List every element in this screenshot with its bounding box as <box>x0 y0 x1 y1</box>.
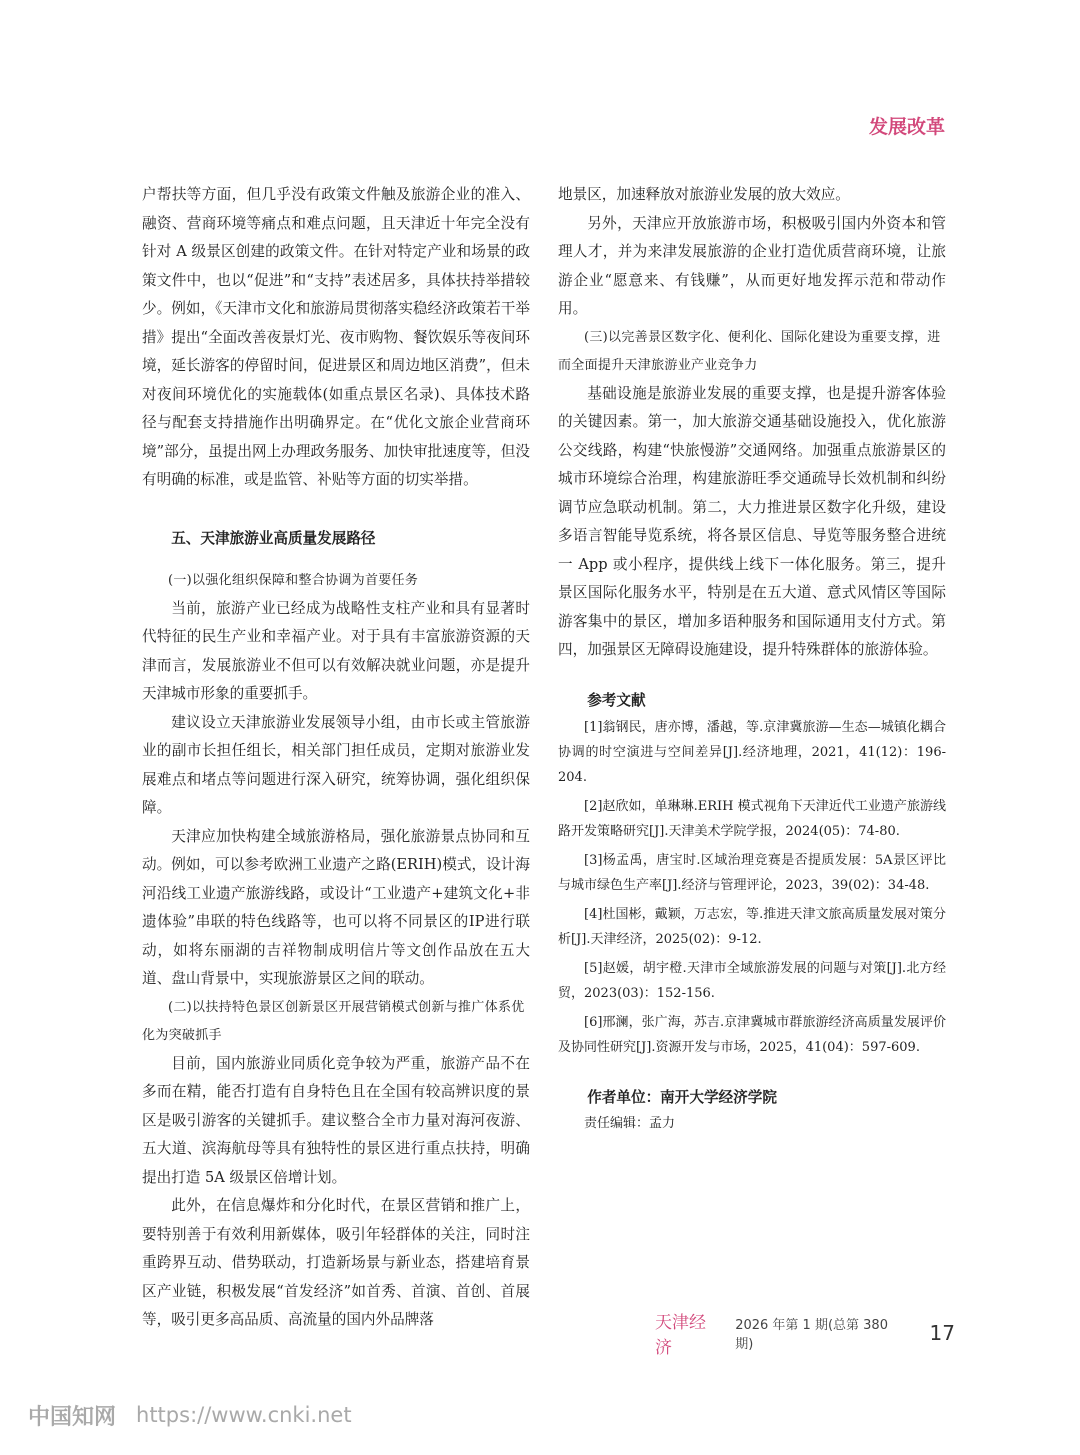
subsection-heading: (二)以扶持特色景区创新景区开展营销模式创新与推广体系优化为突破抓手 <box>142 999 525 1043</box>
section-heading: 五、天津旅游业高质量发展路径 <box>171 529 376 547</box>
section-tag: 发展改革 <box>868 116 945 138</box>
reference-item: [6]邢澜，张广海，苏吉.京津冀城市群旅游经济高质量发展评价及协同性研究[J].资源开发与市场，2025，41(04)：597-609. <box>558 1014 946 1055</box>
left-column <box>142 181 530 1335</box>
reference-item: [5]赵媛，胡宇橙.天津市全域旅游发展的问题与对策[J].北方经贸，2023(03)：152-156. <box>558 960 946 1001</box>
subsection-heading: (一)以强化组织保障和整合协调为首要任务 <box>168 572 419 588</box>
paragraph: 当前，旅游产业已经成为战略性支柱产业和具有显著时代特征的民生产业和幸福产业。对于具有丰富旅游资源的天津而言，发展旅游业不但可以有效解决就业问题，亦是提升天津城市形象的重要抓手。 <box>142 599 530 702</box>
reference-item: [4]杜国彬，戴颖，万志宏，等.推进天津文旅高质量发展对策分析[J].天津经济，2025(02)：9-12. <box>558 906 946 947</box>
responsible-editor: 责任编辑：孟力 <box>584 1115 676 1131</box>
paragraph: 地景区，加速释放对旅游业发展的放大效应。 <box>558 186 850 203</box>
issue-info: 2026 年第 1 期(总第 380 期) <box>735 1318 888 1352</box>
page-number: 17 <box>929 1321 955 1345</box>
right-column <box>558 181 946 1136</box>
cnki-logo: 中国知网 <box>28 1404 117 1430</box>
paragraph: 另外，天津应开放旅游市场，积极吸引国内外资本和管理人才，并为来津发展旅游的企业打造优质营商环境，让旅游企业“愿意来、有钱赚”，从而更好地发挥示范和带动作用。 <box>558 214 946 317</box>
author-unit: 作者单位：南开大学经济学院 <box>587 1088 777 1106</box>
journal-name: 天津经济 <box>655 1313 706 1358</box>
paragraph: 天津应加快构建全域旅游格局，强化旅游景点协同和互动。例如，可以参考欧洲工业遗产之路(ERIH)模式，设计海河沿线工业遗产旅游线路，或设计“工业遗产+建筑文化+非遗体验”串联的特色线路等，也可以将不同景区的IP进行联动，如将东丽湖的吉祥物制成明信片等文创作品放在五大道、盘山背景中，实现旅游景区之间的联动。 <box>142 827 530 987</box>
reference-item: [1]翁钢民，唐亦博，潘越，等.京津冀旅游—生态—城镇化耦合协调的时空演进与空间差异[J].经济地理，2021，41(12)：196-204. <box>558 719 946 785</box>
paragraph: 基础设施是旅游业发展的重要支撑，也是提升游客体验的关键因素。第一，加大旅游交通基础设施投入，优化旅游公交线路，构建“快旅慢游”交通网络。加强重点旅游景区的城市环境综合治理，构建旅游旺季交通疏导长效机制和纠纷调节应急联动机制。第二，大力推进景区数字化升级，建设多语言智能导览系统，将各景区信息、导览等服务整合进统一 App 或小程序，提供线上线下一体化服务。第三，提升景区国际化服务水平，特别是在五大道、意式风情区等国际游客集中的景区，增加多语种服务和国际通用支付方式。第四，加强景区无障碍设施建设，提升特殊群体的旅游体验。 <box>558 384 946 658</box>
references-title: 参考文献 <box>587 691 646 709</box>
page-footer <box>655 1313 955 1358</box>
paragraph: 建议设立天津旅游业发展领导小组，由市长或主管旅游业的副市长担任组长，相关部门担任成员，定期对旅游业发展难点和堵点等问题进行深入研究，统筹协调，强化组织保障。 <box>142 713 530 816</box>
cnki-url: https://www.cnki.net <box>136 1403 352 1427</box>
paragraph: 目前，国内旅游业同质化竞争较为严重，旅游产品不在多而在精，能否打造有自身特色且在全国有较高辨识度的景区是吸引游客的关键抓手。建议整合全市力量对海河夜游、五大道、滨海航母等具有独特性的景区进行重点扶持，明确提出打造 5A 级景区倍增计划。 <box>142 1054 530 1186</box>
paragraph: 此外，在信息爆炸和分化时代，在景区营销和推广上，要特别善于有效利用新媒体，吸引年轻群体的关注，同时注重跨界互动、借势联动，打造新场景与新业态，搭建培育景区产业链，积极发展“首发经济”如首秀、首演、首创、首展等，吸引更多高品质、高流量的国内外品牌落 <box>142 1197 530 1328</box>
reference-item: [2]赵欣如，单琳琳.ERIH 模式视角下天津近代工业遗产旅游线路开发策略研究[J].天津美术学院学报，2024(05)：74-80. <box>558 798 946 839</box>
watermark <box>28 1398 352 1432</box>
subsection-heading: (三)以完善景区数字化、便利化、国际化建设为重要支撑，进而全面提升天津旅游业产业竞争力 <box>558 329 941 373</box>
reference-item: [3]杨孟禹，唐宝时.区域治理竞赛是否提质发展：5A景区评比与城市绿色生产率[J].经济与管理评论，2023，39(02)：34-48. <box>558 852 946 893</box>
paragraph: 户帮扶等方面，但几乎没有政策文件触及旅游企业的准入、融资、营商环境等痛点和难点问题，且天津近十年完全没有针对 A 级景区创建的政策文件。在针对特定产业和场景的政策文件中，也以“促进”和“支持”表述居多，具体扶持举措较少。例如，《天津市文化和旅游局贯彻落实稳经济政策若干举措》提出“全面改善夜景灯光、夜市购物、餐饮娱乐等夜间环境，延长游客的停留时间，促进景区和周边地区消费”，但未对夜间环境优化的实施载体(如重点景区名录)、具体技术路径与配套支持措施作出明确界定。在“优化文旅企业营商环境”部分，虽提出网上办理政务服务、加快审批速度等，但没有明确的标准，或是监管、补贴等方面的切实举措。 <box>142 186 530 488</box>
